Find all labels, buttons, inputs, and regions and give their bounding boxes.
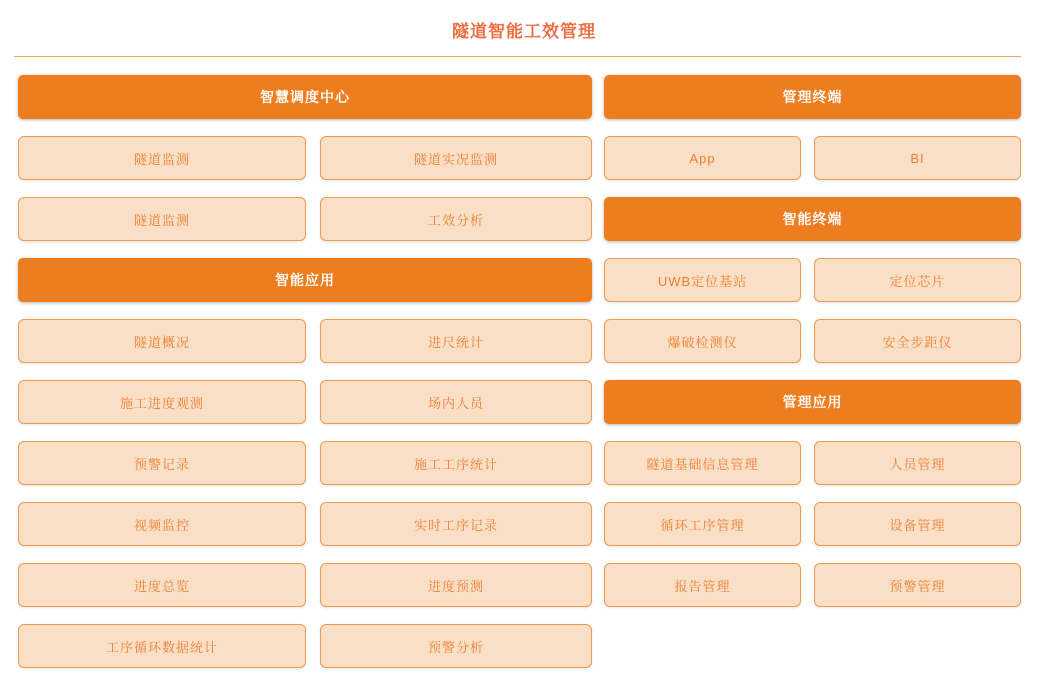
card-progress-overview[interactable]: 进度总览: [18, 563, 306, 607]
card-tunnel-monitoring[interactable]: 隧道监测: [18, 136, 306, 180]
card-construction-progress-observation[interactable]: 施工进度观测: [18, 380, 306, 424]
nav-grid: [0, 75, 1048, 668]
card-onsite-personnel[interactable]: 场内人员: [320, 380, 592, 424]
card-positioning-chip[interactable]: 定位芯片: [814, 258, 1021, 302]
card-cycle-process-management[interactable]: 循环工序管理: [604, 502, 801, 546]
section-header-smart-terminal: 智能终端: [604, 197, 1021, 241]
card-equipment-management[interactable]: 设备管理: [814, 502, 1021, 546]
card-personnel-management[interactable]: 人员管理: [814, 441, 1021, 485]
card-realtime-process-records[interactable]: 实时工序记录: [320, 502, 592, 546]
group-left: [18, 75, 592, 668]
card-warning-management[interactable]: 预警管理: [814, 563, 1021, 607]
card-warning-analysis[interactable]: 预警分析: [320, 624, 592, 668]
card-video-surveillance[interactable]: 视频监控: [18, 502, 306, 546]
card-tunnel-live-monitoring[interactable]: 隧道实况监测: [320, 136, 592, 180]
card-tunnel-overview[interactable]: 隧道概况: [18, 319, 306, 363]
card-efficiency-analysis[interactable]: 工效分析: [320, 197, 592, 241]
section-header-smart-applications: 智能应用: [18, 258, 592, 302]
card-warning-records[interactable]: 预警记录: [18, 441, 306, 485]
card-bi[interactable]: BI: [814, 136, 1021, 180]
section-header-management-applications: 管理应用: [604, 380, 1021, 424]
card-tunnel-monitoring-2[interactable]: 隧道监测: [18, 197, 306, 241]
group-right: [604, 75, 1021, 668]
section-header-management-terminal: 管理终端: [604, 75, 1021, 119]
card-construction-process-statistics[interactable]: 施工工序统计: [320, 441, 592, 485]
card-safety-step-distance-meter[interactable]: 安全步距仪: [814, 319, 1021, 363]
card-blasting-detector[interactable]: 爆破检测仪: [604, 319, 801, 363]
card-progress-forecast[interactable]: 进度预测: [320, 563, 592, 607]
title-divider: [14, 56, 1021, 57]
card-advance-statistics[interactable]: 进尺统计: [320, 319, 592, 363]
section-header-smart-dispatch-center: 智慧调度中心: [18, 75, 592, 119]
card-app[interactable]: App: [604, 136, 801, 180]
card-process-cycle-data-statistics[interactable]: 工序循环数据统计: [18, 624, 306, 668]
page-title: 隧道智能工效管理: [452, 22, 596, 41]
card-uwb-positioning-base-station[interactable]: UWB定位基站: [604, 258, 801, 302]
card-report-management[interactable]: 报告管理: [604, 563, 801, 607]
card-tunnel-basic-info-management[interactable]: 隧道基础信息管理: [604, 441, 801, 485]
